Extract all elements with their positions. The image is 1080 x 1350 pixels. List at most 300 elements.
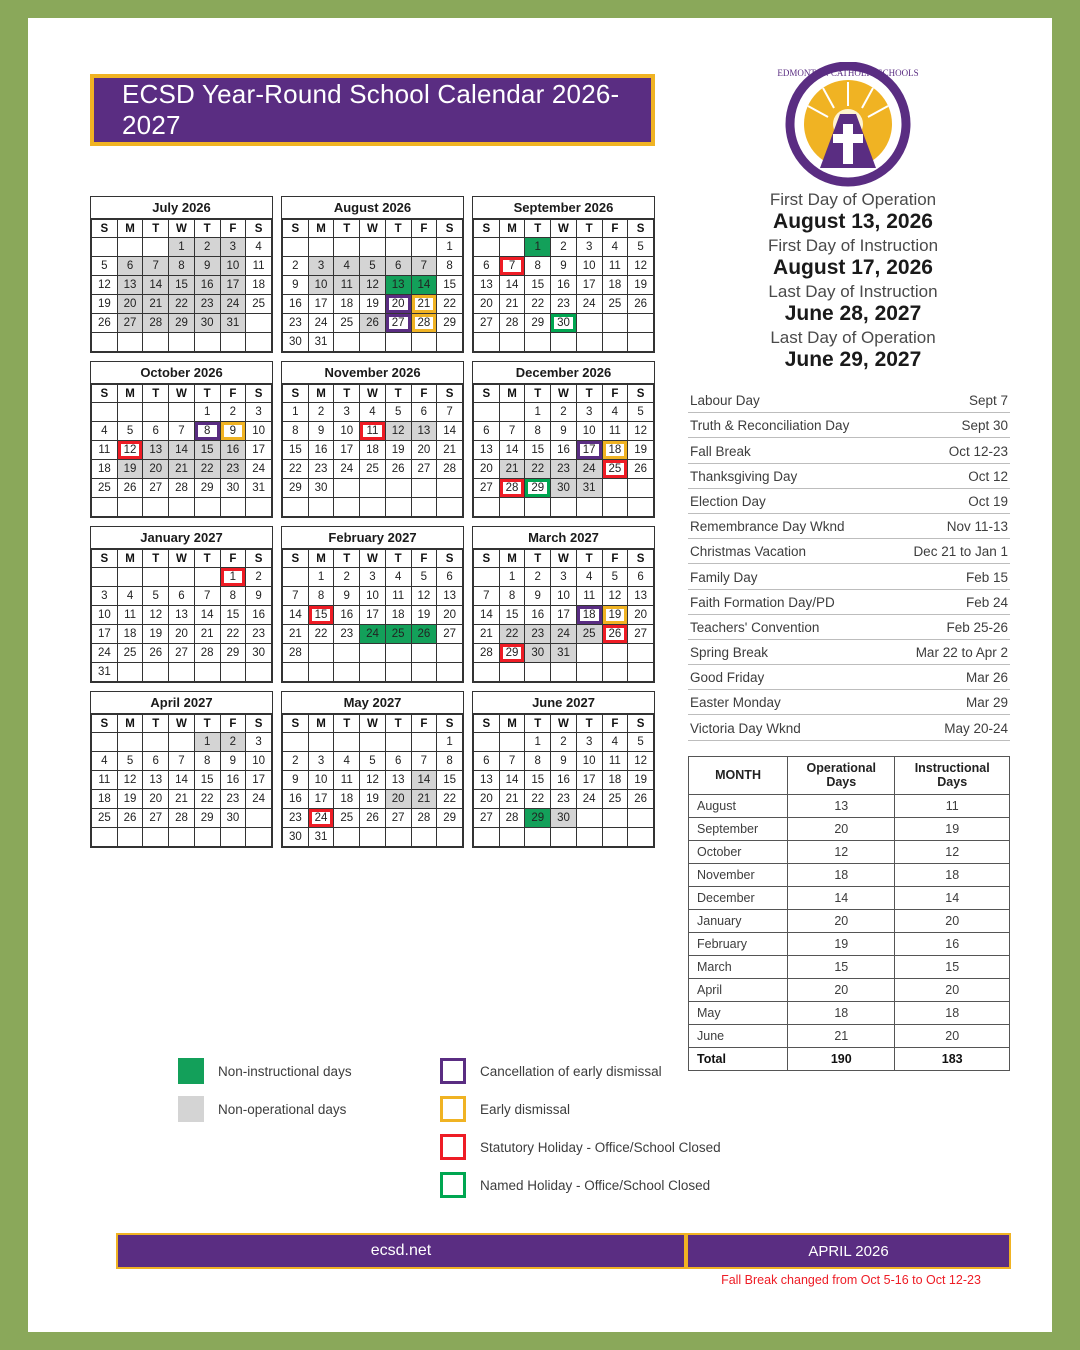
footer-website[interactable] (116, 1233, 686, 1269)
day-cell: 12 (628, 752, 654, 771)
day-cell: 18 (602, 276, 628, 295)
holiday-date: Feb 25-26 (946, 619, 1008, 635)
day-cell: 7 (499, 752, 525, 771)
day-cell-empty (628, 809, 654, 828)
days-table-total-label: Total (689, 1047, 788, 1070)
holiday-row (688, 464, 1010, 489)
day-cell: 25 (576, 625, 602, 644)
day-cell: 12 (628, 257, 654, 276)
day-cell: 3 (551, 568, 577, 587)
day-cell: 24 (246, 460, 272, 479)
day-cell: 3 (92, 587, 118, 606)
month-title: July 2026 (91, 197, 272, 219)
day-cell-empty (308, 498, 334, 517)
key-date-value-2: June 28, 2027 (784, 302, 922, 325)
day-cell: 7 (411, 257, 437, 276)
days-table-month: December (689, 886, 788, 909)
day-cell: 4 (602, 403, 628, 422)
days-table-total-instructional: 183 (895, 1047, 1010, 1070)
day-cell: 21 (169, 460, 195, 479)
day-cell: 27 (474, 479, 500, 498)
day-cell: 19 (360, 790, 386, 809)
day-cell-empty (551, 828, 577, 847)
weekday-header: T (576, 385, 602, 403)
day-cell-empty (411, 828, 437, 847)
day-cell: 7 (194, 587, 220, 606)
weekday-header: T (194, 715, 220, 733)
day-cell-empty (499, 733, 525, 752)
holiday-date: Sept 30 (961, 418, 1008, 434)
day-cell: 21 (499, 460, 525, 479)
day-cell-empty (576, 644, 602, 663)
week-row (283, 257, 463, 276)
day-cell-empty (117, 403, 143, 422)
day-cell-empty (360, 498, 386, 517)
day-cell: 7 (143, 257, 169, 276)
weekday-header: T (334, 550, 360, 568)
day-cell: 12 (360, 771, 386, 790)
day-cell: 4 (385, 568, 411, 587)
weekday-header: F (220, 385, 246, 403)
day-cell: 22 (283, 460, 309, 479)
week-row (92, 644, 272, 663)
day-cell: 30 (551, 479, 577, 498)
day-cell-empty (474, 498, 500, 517)
legend-label-early-dismissal: Early dismissal (480, 1101, 571, 1117)
day-cell: 8 (169, 257, 195, 276)
day-cell: 3 (220, 238, 246, 257)
day-cell: 31 (92, 663, 118, 682)
day-cell-empty (385, 479, 411, 498)
day-cell: 18 (117, 625, 143, 644)
day-cell: 26 (628, 295, 654, 314)
day-cell-empty (385, 333, 411, 352)
legend-label-non-operational: Non-operational days (218, 1101, 347, 1117)
week-row (474, 752, 654, 771)
days-table-operational: 14 (788, 886, 895, 909)
day-cell: 17 (308, 790, 334, 809)
day-cell: 1 (194, 733, 220, 752)
weekday-header: S (474, 550, 500, 568)
weekday-header: M (499, 220, 525, 238)
day-cell: 8 (499, 587, 525, 606)
day-cell: 19 (117, 460, 143, 479)
day-cell-empty (499, 403, 525, 422)
day-cell: 14 (411, 276, 437, 295)
day-cell: 29 (283, 479, 309, 498)
holiday-date: May 20-24 (944, 720, 1008, 736)
day-cell: 17 (576, 771, 602, 790)
legend-swatch-purple-outline (440, 1058, 466, 1084)
day-cell: 5 (360, 257, 386, 276)
day-cell: 21 (283, 625, 309, 644)
weekday-header: T (525, 220, 551, 238)
day-cell: 24 (576, 460, 602, 479)
day-cell: 25 (602, 460, 628, 479)
weekday-header: S (474, 715, 500, 733)
month-title: October 2026 (91, 362, 272, 384)
day-cell: 7 (283, 587, 309, 606)
week-row (283, 568, 463, 587)
day-cell: 6 (474, 752, 500, 771)
day-cell-empty (334, 663, 360, 682)
week-row (283, 606, 463, 625)
day-cell: 30 (551, 314, 577, 333)
day-cell: 15 (283, 441, 309, 460)
weekday-header: S (474, 220, 500, 238)
day-cell-empty (283, 568, 309, 587)
day-cell-empty (628, 644, 654, 663)
calendar-row (90, 361, 655, 518)
week-row (283, 460, 463, 479)
day-cell-empty (92, 403, 118, 422)
week-row (92, 752, 272, 771)
day-cell: 24 (360, 625, 386, 644)
day-cell-empty (551, 663, 577, 682)
weekday-header: M (499, 715, 525, 733)
calendar-row (90, 526, 655, 683)
day-cell-empty (220, 333, 246, 352)
day-cell: 15 (525, 771, 551, 790)
month-title: February 2027 (282, 527, 463, 549)
key-date-value-3: June 29, 2027 (784, 348, 922, 371)
day-cell: 21 (474, 625, 500, 644)
day-cell: 24 (92, 644, 118, 663)
weekday-header: W (169, 715, 195, 733)
day-cell-empty (385, 733, 411, 752)
days-table-operational: 19 (788, 932, 895, 955)
week-row (474, 460, 654, 479)
weekday-header: T (525, 715, 551, 733)
days-table-header (788, 757, 895, 795)
day-cell: 10 (308, 276, 334, 295)
day-cell: 16 (334, 606, 360, 625)
day-cell-empty (92, 333, 118, 352)
holiday-row (688, 388, 1010, 413)
day-cell-empty (474, 663, 500, 682)
day-cell: 31 (246, 479, 272, 498)
day-cell: 7 (474, 587, 500, 606)
day-cell: 11 (92, 771, 118, 790)
day-cell: 1 (525, 403, 551, 422)
day-cell: 25 (385, 625, 411, 644)
day-cell: 13 (385, 771, 411, 790)
day-cell: 10 (360, 587, 386, 606)
week-row (283, 314, 463, 333)
week-row (92, 333, 272, 352)
weekday-header: M (308, 385, 334, 403)
day-cell: 5 (117, 422, 143, 441)
day-cell: 3 (246, 403, 272, 422)
day-cell-empty (628, 314, 654, 333)
weekday-header: S (92, 385, 118, 403)
weekday-header: F (220, 715, 246, 733)
day-cell: 11 (334, 771, 360, 790)
days-table-month: March (689, 955, 788, 978)
day-cell-empty (334, 733, 360, 752)
day-cell: 30 (525, 644, 551, 663)
day-cell: 20 (385, 790, 411, 809)
day-cell: 4 (92, 752, 118, 771)
day-cell-empty (334, 238, 360, 257)
holiday-date: Feb 24 (965, 594, 1008, 610)
day-cell: 13 (437, 587, 463, 606)
day-cell-empty (283, 238, 309, 257)
day-cell-empty (169, 403, 195, 422)
day-cell-empty (360, 663, 386, 682)
week-row (283, 809, 463, 828)
day-cell: 20 (474, 460, 500, 479)
day-cell: 5 (628, 238, 654, 257)
day-cell: 10 (308, 771, 334, 790)
day-cell: 17 (220, 276, 246, 295)
weekday-header: M (499, 550, 525, 568)
week-row (92, 606, 272, 625)
day-cell: 30 (283, 333, 309, 352)
day-cell-empty (117, 238, 143, 257)
day-cell-empty (246, 333, 272, 352)
day-cell: 4 (360, 403, 386, 422)
day-cell: 9 (220, 752, 246, 771)
day-cell: 31 (551, 644, 577, 663)
day-cell: 5 (602, 568, 628, 587)
weekday-header: S (92, 715, 118, 733)
day-cell: 17 (92, 625, 118, 644)
holiday-name: Family Day (690, 569, 758, 585)
holiday-row (688, 438, 1010, 463)
day-cell: 8 (525, 422, 551, 441)
day-cell-empty (283, 663, 309, 682)
day-cell: 28 (411, 809, 437, 828)
weekday-header: S (628, 385, 654, 403)
day-cell: 19 (92, 295, 118, 314)
day-cell: 15 (437, 771, 463, 790)
day-cell-empty (194, 663, 220, 682)
days-table-header (689, 757, 788, 795)
day-cell: 22 (525, 295, 551, 314)
day-cell: 28 (194, 644, 220, 663)
weekday-header: W (360, 715, 386, 733)
days-table-header-line: Days (937, 775, 968, 790)
week-row (474, 333, 654, 352)
month-title: December 2026 (473, 362, 654, 384)
day-cell-empty (411, 333, 437, 352)
day-cell: 12 (360, 276, 386, 295)
day-cell-empty (602, 663, 628, 682)
day-cell: 11 (360, 422, 386, 441)
day-cell: 9 (551, 752, 577, 771)
day-cell: 10 (246, 422, 272, 441)
weekday-header: F (602, 715, 628, 733)
day-cell: 28 (169, 809, 195, 828)
day-cell: 14 (499, 771, 525, 790)
holiday-name: Easter Monday (690, 695, 781, 711)
day-cell-empty (143, 498, 169, 517)
weekday-header: W (551, 715, 577, 733)
day-cell: 13 (117, 276, 143, 295)
day-cell-empty (246, 828, 272, 847)
day-cell: 20 (385, 295, 411, 314)
day-cell-empty (334, 498, 360, 517)
weekday-header: S (246, 550, 272, 568)
day-cell: 4 (602, 238, 628, 257)
page-title: ECSD Year-Round School Calendar 2026-2027 (122, 79, 620, 140)
day-cell-empty (602, 479, 628, 498)
day-cell: 19 (628, 771, 654, 790)
day-cell: 27 (143, 479, 169, 498)
day-cell-empty (411, 663, 437, 682)
days-table-instructional: 18 (895, 1001, 1010, 1024)
day-cell: 14 (169, 771, 195, 790)
day-cell: 17 (308, 295, 334, 314)
week-row (92, 790, 272, 809)
day-cell-empty (576, 828, 602, 847)
weekday-header: T (385, 385, 411, 403)
day-cell: 31 (308, 828, 334, 847)
day-cell: 11 (576, 587, 602, 606)
day-cell: 4 (92, 422, 118, 441)
holiday-date: Mar 29 (965, 695, 1008, 711)
holiday-row (688, 489, 1010, 514)
holiday-date: Mar 22 to Apr 2 (915, 645, 1008, 661)
day-cell: 23 (551, 295, 577, 314)
weekday-header: T (143, 715, 169, 733)
day-cell: 16 (194, 276, 220, 295)
day-cell: 12 (143, 606, 169, 625)
day-cell: 16 (308, 441, 334, 460)
month-block (281, 361, 464, 518)
week-row (92, 498, 272, 517)
day-cell: 16 (525, 606, 551, 625)
day-cell: 13 (169, 606, 195, 625)
day-cell: 19 (602, 606, 628, 625)
day-cell-empty (437, 828, 463, 847)
week-row (474, 644, 654, 663)
weekday-header: W (169, 220, 195, 238)
day-cell: 19 (411, 606, 437, 625)
day-cell-empty (499, 333, 525, 352)
day-cell: 19 (117, 790, 143, 809)
day-cell: 26 (360, 314, 386, 333)
day-cell: 15 (169, 276, 195, 295)
day-cell: 2 (334, 568, 360, 587)
day-cell: 3 (576, 238, 602, 257)
day-cell: 20 (143, 790, 169, 809)
day-cell: 7 (411, 752, 437, 771)
day-cell: 6 (143, 422, 169, 441)
week-row (474, 276, 654, 295)
day-cell: 3 (576, 733, 602, 752)
holiday-name: Fall Break (690, 443, 751, 459)
week-row (92, 625, 272, 644)
days-table-instructional: 20 (895, 978, 1010, 1001)
holiday-list (688, 388, 1010, 741)
month-title: September 2026 (473, 197, 654, 219)
day-cell-empty (117, 828, 143, 847)
day-cell: 8 (283, 422, 309, 441)
day-cell: 1 (220, 568, 246, 587)
key-dates (688, 188, 1018, 374)
day-cell-empty (220, 828, 246, 847)
weekday-header: W (169, 550, 195, 568)
holiday-name: Faith Formation Day/PD (690, 594, 835, 610)
week-row (92, 479, 272, 498)
holiday-date: Feb 15 (965, 569, 1008, 585)
holiday-row (688, 665, 1010, 690)
day-cell: 23 (220, 460, 246, 479)
holiday-date: Oct 12-23 (948, 443, 1008, 459)
day-cell: 4 (334, 752, 360, 771)
week-row (474, 403, 654, 422)
day-cell: 18 (92, 790, 118, 809)
day-cell: 28 (411, 314, 437, 333)
day-cell: 6 (143, 752, 169, 771)
day-cell: 3 (308, 257, 334, 276)
weekday-header: F (411, 220, 437, 238)
weekday-header: S (437, 220, 463, 238)
month-block (472, 361, 655, 518)
month-block (90, 361, 273, 518)
day-cell-empty (169, 498, 195, 517)
legend-swatch-green-fill (178, 1058, 204, 1084)
day-cell: 9 (220, 422, 246, 441)
day-cell-empty (143, 663, 169, 682)
day-cell: 10 (576, 752, 602, 771)
legend-item-early-dismissal (440, 1096, 570, 1122)
day-cell: 16 (220, 771, 246, 790)
day-cell: 28 (499, 809, 525, 828)
day-cell-empty (628, 828, 654, 847)
day-cell-empty (92, 498, 118, 517)
weekday-header: M (308, 220, 334, 238)
day-cell: 1 (194, 403, 220, 422)
day-cell: 26 (117, 479, 143, 498)
holiday-date: Mar 26 (965, 670, 1008, 686)
day-cell-empty (117, 733, 143, 752)
day-cell: 9 (246, 587, 272, 606)
day-cell-empty (360, 238, 386, 257)
day-cell-empty (385, 663, 411, 682)
day-cell: 1 (499, 568, 525, 587)
weekday-header: S (246, 715, 272, 733)
day-cell: 11 (602, 752, 628, 771)
holiday-row (688, 514, 1010, 539)
day-cell: 1 (525, 238, 551, 257)
day-cell: 14 (283, 606, 309, 625)
day-cell: 24 (334, 460, 360, 479)
holiday-row (688, 715, 1010, 740)
day-cell-empty (474, 403, 500, 422)
holiday-date: Dec 21 to Jan 1 (913, 544, 1008, 560)
week-row (474, 606, 654, 625)
week-row (283, 663, 463, 682)
week-row (283, 790, 463, 809)
day-cell-empty (437, 644, 463, 663)
day-cell-empty (169, 828, 195, 847)
day-cell-empty (385, 238, 411, 257)
days-table-operational: 13 (788, 794, 895, 817)
holiday-name: Teachers' Convention (690, 619, 820, 635)
day-cell: 14 (474, 606, 500, 625)
month-block (281, 526, 464, 683)
day-cell: 21 (411, 295, 437, 314)
days-table-instructional: 18 (895, 863, 1010, 886)
day-cell: 15 (194, 441, 220, 460)
day-cell: 11 (602, 422, 628, 441)
day-cell: 2 (220, 403, 246, 422)
week-row (283, 644, 463, 663)
week-row (92, 460, 272, 479)
